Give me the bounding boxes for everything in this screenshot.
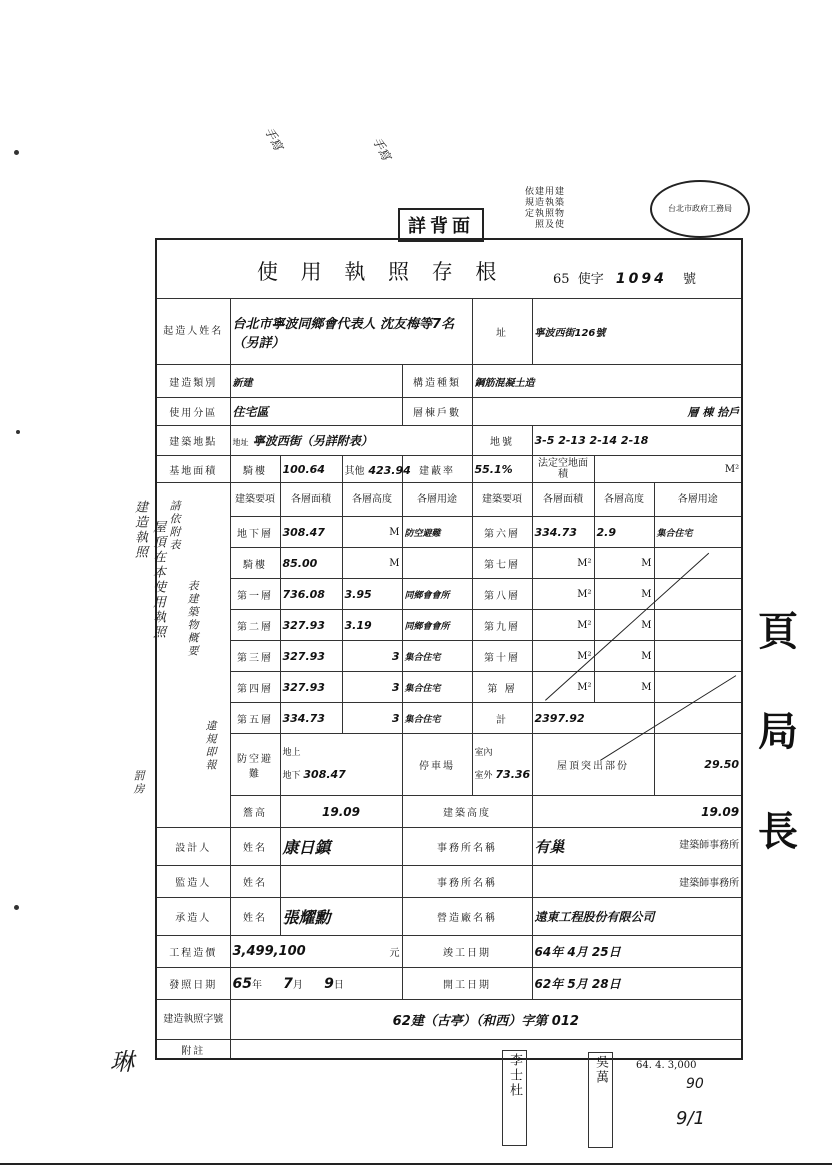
designer-label: 設計人 <box>156 828 230 866</box>
supervisor-name <box>280 866 402 898</box>
hdr-area-r: 各層面積 <box>532 483 594 517</box>
floor-area: M² <box>532 548 594 579</box>
margin-note-4: 表建築物概要 <box>186 580 199 658</box>
floor-height: 3 <box>342 703 402 734</box>
supervisor-office-suffix: 建築師事務所 <box>679 878 740 889</box>
footer-stamp-a: 李士杜 <box>502 1050 527 1146</box>
eave-label: 簷高 <box>230 796 280 828</box>
parking-value: 73.36 <box>495 768 531 781</box>
floor-label: 地下層 <box>230 517 280 548</box>
eave-value: 19.09 <box>280 796 402 828</box>
floor-use: 集合住宅 <box>402 641 472 672</box>
designer-name: 康日鎮 <box>280 828 402 866</box>
floor-height: 3.19 <box>342 610 402 641</box>
margin-note-3: 請依附表 <box>168 500 181 552</box>
issue-ri: 日 <box>333 979 344 991</box>
issue-month: 7 <box>283 975 293 992</box>
other-area <box>342 456 411 483</box>
floor-use: 集合住宅 <box>402 672 472 703</box>
address-value: 寧波西街126號 <box>532 299 742 365</box>
parking-indoor: 室內 <box>474 748 493 758</box>
shelter-label: 防空避難 <box>230 734 280 796</box>
floor-label: 騎樓 <box>230 548 280 579</box>
stamp-oval: 台北市政府工務局 <box>650 180 750 238</box>
license-number: 65 使字 1094 號 <box>553 271 696 287</box>
supervisor-office-label: 事務所名稱 <box>402 866 532 898</box>
floor-height: M <box>594 548 654 579</box>
edge-mark <box>16 430 20 434</box>
floor-use <box>654 579 742 610</box>
cost <box>230 936 402 968</box>
floor-height: M <box>342 548 402 579</box>
owner-value: 台北市寧波同鄉會代表人 沈友梅等7名（另詳） <box>230 299 472 365</box>
floor-use <box>654 610 742 641</box>
floor-label: 第二層 <box>230 610 280 641</box>
site-addr-tag: 地址 <box>232 438 249 447</box>
form-title: 使 用 執 照 存 根 <box>257 260 505 284</box>
floor-row <box>156 548 742 579</box>
floor-row <box>156 672 742 703</box>
floor-area: M² <box>532 579 594 610</box>
coverage-value: 55.1% <box>472 456 532 483</box>
floor-height: 3 <box>342 672 402 703</box>
area-label: 基地面積 <box>156 456 230 483</box>
cost-unit: 元 <box>389 948 400 959</box>
floor-area: 85.00 <box>280 548 342 579</box>
hdr-use-r: 各層用途 <box>654 483 742 517</box>
diagonal-note-1: 手寫 <box>261 124 286 153</box>
right-edge-char: 局 <box>758 708 798 755</box>
margin-note-2: 屋頂在本使用執照 <box>150 520 165 640</box>
parking-label: 停車場 <box>402 734 472 796</box>
shelter-below: 地下 <box>282 771 301 781</box>
floor-row <box>156 641 742 672</box>
contractor-name: 張耀勳 <box>280 898 402 936</box>
floor-use: 防空避難 <box>402 517 472 548</box>
parking-values <box>472 734 532 796</box>
supervisor-label: 監造人 <box>156 866 230 898</box>
floor-label: 第一層 <box>230 579 280 610</box>
lot-value: 3-5 2-13 2-14 2-18 <box>532 426 742 456</box>
permit-value: 62建（古亭）（和西）字第 012 <box>230 1000 742 1040</box>
issue-year: 65 <box>232 975 252 992</box>
floor-area: M² <box>532 610 594 641</box>
roof-label: 屋頂突出部份 <box>532 734 654 796</box>
start-value: 62年 5月 28日 <box>532 968 742 1000</box>
floor-area: 334.73 <box>280 703 342 734</box>
issue-label: 發照日期 <box>156 968 230 1000</box>
attach-value <box>230 1040 742 1060</box>
edge-mark <box>14 150 19 155</box>
margin-signature: 琳 <box>110 1048 134 1076</box>
floor-label: 第六層 <box>472 517 532 548</box>
site-value <box>230 426 472 456</box>
lot-tag: 地號 <box>472 426 532 456</box>
margin-note-6: 罰房 <box>132 770 145 796</box>
designer-office-suffix: 建築師事務所 <box>679 840 740 851</box>
legal-area-unit: M² <box>594 456 742 483</box>
usage-license-form <box>155 238 743 1060</box>
contractor-label: 承造人 <box>156 898 230 936</box>
shelter-below-value: 308.47 <box>303 768 346 781</box>
page-bottom-rule <box>0 1163 832 1165</box>
designer-office-label: 事務所名稱 <box>402 828 532 866</box>
structure-value: 鋼筋混凝土造 <box>472 365 742 398</box>
hdr-item-r: 建築要項 <box>472 483 532 517</box>
floor-height: 3 <box>342 641 402 672</box>
arcade-label: 騎樓 <box>230 456 280 483</box>
floor-row <box>156 610 742 641</box>
site-label: 建築地點 <box>156 426 230 456</box>
shelter-above: 地上 <box>282 748 301 758</box>
other-value: 423.94 <box>368 463 411 477</box>
floor-use <box>654 641 742 672</box>
floor-area: 736.08 <box>280 579 342 610</box>
permit-label: 建造執照字號 <box>156 1000 230 1040</box>
hdr-height-l: 各層高度 <box>342 483 402 517</box>
zoning-label: 使用分區 <box>156 398 230 426</box>
floor-area: 327.93 <box>280 641 342 672</box>
floor-label: 第八層 <box>472 579 532 610</box>
floor-label: 第九層 <box>472 610 532 641</box>
arcade-value: 100.64 <box>280 456 342 483</box>
floor-use: 同鄉會會所 <box>402 610 472 641</box>
attach-label: 附註 <box>156 1040 230 1060</box>
floor-height: 2.9 <box>594 517 654 548</box>
zoning-value: 住宅區 <box>230 398 402 426</box>
bldg-height-value: 19.09 <box>532 796 742 828</box>
floor-label: 第三層 <box>230 641 280 672</box>
print-code: 64. 4. 3,000 <box>636 1060 697 1071</box>
margin-note-1: 建造執照 <box>132 500 147 560</box>
parking-outdoor: 室外 <box>474 771 493 781</box>
floors-value: 層 棟 拾戶 <box>472 398 742 426</box>
floor-use: 集合住宅 <box>402 703 472 734</box>
building-type-value: 新建 <box>230 365 402 398</box>
contractor-name-label: 姓名 <box>230 898 280 936</box>
site-addr-value: 寧波西街（另詳附表） <box>252 434 373 448</box>
designer-office-value: 有巢 <box>534 838 565 856</box>
footer-note-2: 9/1 <box>676 1108 705 1129</box>
completion-label: 竣工日期 <box>402 936 532 968</box>
floor-use: 同鄉會會所 <box>402 579 472 610</box>
floor-area: 327.93 <box>280 610 342 641</box>
floor-row <box>156 703 742 734</box>
issue-nian: 年 <box>251 979 262 991</box>
designer-office <box>532 828 742 866</box>
issue-yue: 月 <box>292 979 303 991</box>
bldg-height-label: 建築高度 <box>402 796 532 828</box>
floor-height: M <box>594 579 654 610</box>
floor-label: 第五層 <box>230 703 280 734</box>
contractor-company: 遠東工程股份有限公司 <box>532 898 742 936</box>
other-label: 其他 <box>344 465 365 477</box>
floor-area: M² <box>532 641 594 672</box>
footer-stamp-b: 吳萬 <box>588 1052 613 1148</box>
edge-mark <box>14 905 19 910</box>
floor-area: 327.93 <box>280 672 342 703</box>
floor-row <box>156 579 742 610</box>
floor-use: 集合住宅 <box>654 517 742 548</box>
floor-label: 第七層 <box>472 548 532 579</box>
footer-note-1: 90 <box>686 1076 704 1092</box>
roof-value: 29.50 <box>654 734 742 796</box>
floor-use <box>402 548 472 579</box>
floor-area: 334.73 <box>532 517 594 548</box>
hdr-area-l: 各層面積 <box>280 483 342 517</box>
floor-height: M <box>594 641 654 672</box>
floor-label: 第四層 <box>230 672 280 703</box>
floor-height: M <box>594 610 654 641</box>
diagonal-note-2: 手寫 <box>369 134 394 163</box>
margin-note-5: 違規即報 <box>204 720 217 772</box>
designer-name-label: 姓名 <box>230 828 280 866</box>
right-edge-char: 長 <box>758 808 798 855</box>
issue-date <box>230 968 402 1000</box>
start-label: 開工日期 <box>402 968 532 1000</box>
cost-value: 3,499,100 <box>232 944 306 959</box>
supervisor-name-label: 姓名 <box>230 866 280 898</box>
floor-area: 308.47 <box>280 517 342 548</box>
shelter-values <box>280 734 402 796</box>
structure-label: 構造種類 <box>402 365 472 398</box>
hdr-use-l: 各層用途 <box>402 483 472 517</box>
total-area: 2397.92 <box>532 703 654 734</box>
floor-area: M² <box>532 672 594 703</box>
supervisor-office <box>532 866 742 898</box>
cost-label: 工程造價 <box>156 936 230 968</box>
completion-value: 64年 4月 25日 <box>532 936 742 968</box>
floor-height: M <box>594 672 654 703</box>
floor-label: 第 層 <box>472 672 532 703</box>
right-edge-char: 頁 <box>758 608 798 655</box>
hdr-height-r: 各層高度 <box>594 483 654 517</box>
floor-label: 第十層 <box>472 641 532 672</box>
hdr-item-l: 建築要項 <box>230 483 280 517</box>
building-type-label: 建造類別 <box>156 365 230 398</box>
address-label: 址 <box>472 299 532 365</box>
floor-height: M <box>342 517 402 548</box>
floor-row <box>156 517 742 548</box>
contractor-company-label: 營造廠名稱 <box>402 898 532 936</box>
side-note: 建築物使用執照及建造執照依規定 <box>523 186 563 230</box>
back-stamp: 詳背面 <box>398 208 484 242</box>
form-title-row <box>156 239 742 299</box>
issue-day: 9 <box>324 975 334 992</box>
owner-label: 起造人姓名 <box>156 299 230 365</box>
floor-height: 3.95 <box>342 579 402 610</box>
coverage-label: 建蔽率 <box>402 456 472 483</box>
total-label: 計 <box>472 703 532 734</box>
legal-area-label: 法定空地面積 <box>532 456 594 483</box>
floors-label: 層棟戶數 <box>402 398 472 426</box>
